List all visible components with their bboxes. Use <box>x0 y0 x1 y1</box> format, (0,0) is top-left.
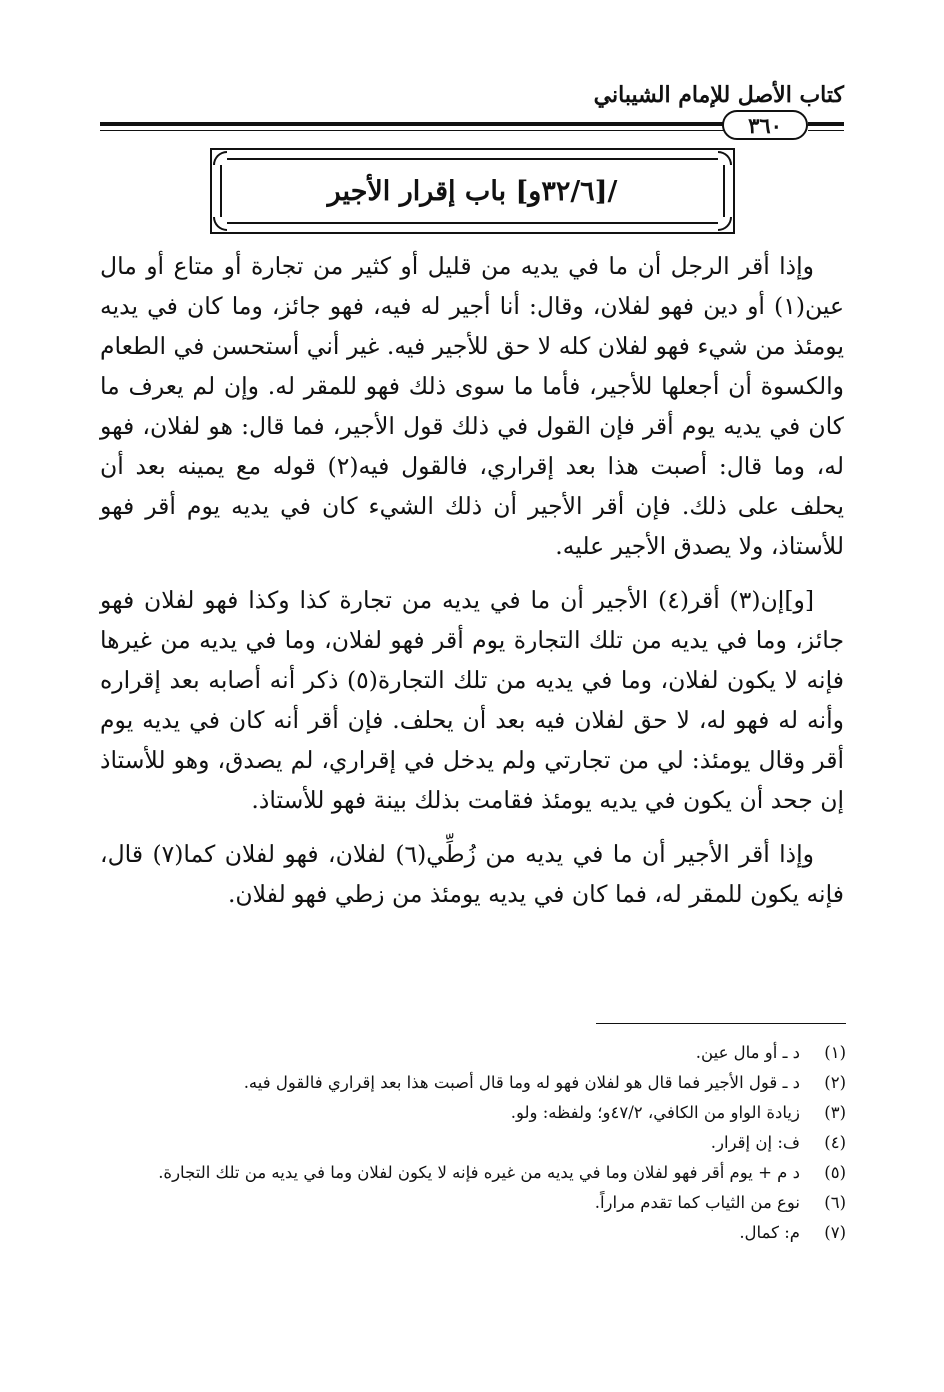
footnote <box>100 1038 846 1068</box>
footnote-text: ف: إن إقرار. <box>710 1133 800 1152</box>
footnote-separator <box>596 1023 846 1024</box>
paragraph: [و]إن(٣) أقر(٤) الأجير أن ما في يديه من تجارة كذا وكذا فهو لفلان فهو جائز، وما في يديه من تلك التجارة يوم أقر فهو لفلان، وما في يديه من غيرها فإنه لا يكون لفلان، وما في يديه من تلك التجارة(٥) ذكر أنه أصابه بعد إقراره وأنه له فهو له، لا حق لفلان فيه بعد أن يحلف. فإن أقر أنه كان في يديه يوم أقر وقال يومئذ: لي من تجارتي ولم يدخل في إقراري، لم يصدق، وهو للأستاذ إن جحد أن يكون في يديه يومئذ فقامت بذلك بينة فهو للأستاذ. <box>100 586 844 814</box>
footnote-text: زيادة الواو من الكافي، ٤٧/٢و؛ ولفظه: ولو. <box>510 1103 800 1122</box>
footnote-text: د ـ أو مال عين. <box>695 1043 800 1062</box>
chapter-title-frame <box>210 148 735 234</box>
footnote-text: م: كمال. <box>739 1223 800 1242</box>
footnote-number: (٣) <box>824 1103 846 1122</box>
frame-corner-ornament <box>213 217 227 231</box>
paragraph: وإذا أقر الرجل أن ما في يديه من قليل أو كثير من تجارة أو متاع أو مال عين(١) أو دين فهو لفلان، وقال: أنا أجير له فيه، فهو جائز، وما كان في يديه يومئذ من شيء فهو لفلان كله لا حق للأجير فيه. غير أني أستحسن في الطعام والكسوة أن أجعلها للأجير، فأما ما سوى ذلك فهو للمقر له. وإن لم يعرف ما كان في يديه يوم أقر فإن القول في ذلك قول الأجير، فما قال: هو لفلان، فهو له، وما قال: أصبت هذا بعد إقراري، فالقول فيه(٢) قوله مع يمينه بعد أن يحلف على ذلك. فإن أقر الأجير أن ذلك الشيء كان في يديه يوم أقر فهو للأستاذ، ولا يصدق الأجير عليه. <box>100 252 844 560</box>
footnote-text: د ـ قول الأجير فما قال هو لفلان فهو له وما قال أصبت هذا بعد إقراري فالقول فيه. <box>243 1073 800 1092</box>
footnote-number: (٦) <box>824 1193 846 1212</box>
footnote-number: (٧) <box>824 1223 846 1242</box>
chapter-title-inner-frame <box>220 158 725 224</box>
header-rule <box>808 130 844 131</box>
footnote-text: نوع من الثياب كما تقدم مراراً. <box>594 1193 800 1212</box>
footnote <box>100 1188 846 1218</box>
footnote <box>100 1128 846 1158</box>
running-title: كتاب الأصل للإمام الشيباني <box>593 82 844 108</box>
footnote <box>100 1158 846 1188</box>
frame-corner-ornament <box>718 217 732 231</box>
footnote <box>100 1098 846 1128</box>
header-rule <box>100 130 725 131</box>
frame-corner-ornament <box>718 151 732 165</box>
page-number: ٣٦٠ <box>722 110 808 140</box>
footnote-number: (٤) <box>824 1133 846 1152</box>
main-text <box>100 246 844 928</box>
header-rule <box>808 122 844 126</box>
frame-corner-ornament <box>213 151 227 165</box>
footnote-number: (٢) <box>824 1073 846 1092</box>
footnote-number: (١) <box>824 1043 846 1062</box>
footnote-text: د م + يوم أقر فهو لفلان وما في يديه من غيره فإنه لا يكون لفلان وما في يديه من تلك التجارة. <box>158 1163 800 1182</box>
paragraph: وإذا أقر الأجير أن ما في يديه من زُطِّي(٦) لفلان، فهو لفلان كما(٧) قال، فإنه يكون للمقر له، فما كان في يديه يومئذ من زطي فهو لفلان. <box>100 840 844 908</box>
footnote <box>100 1218 846 1248</box>
footnote <box>100 1068 846 1098</box>
chapter-title: /[٣٢/٦و] باب إقرار الأجير <box>327 175 618 207</box>
header-rule <box>100 122 725 126</box>
footnotes <box>100 1038 846 1248</box>
footnote-number: (٥) <box>824 1163 846 1182</box>
